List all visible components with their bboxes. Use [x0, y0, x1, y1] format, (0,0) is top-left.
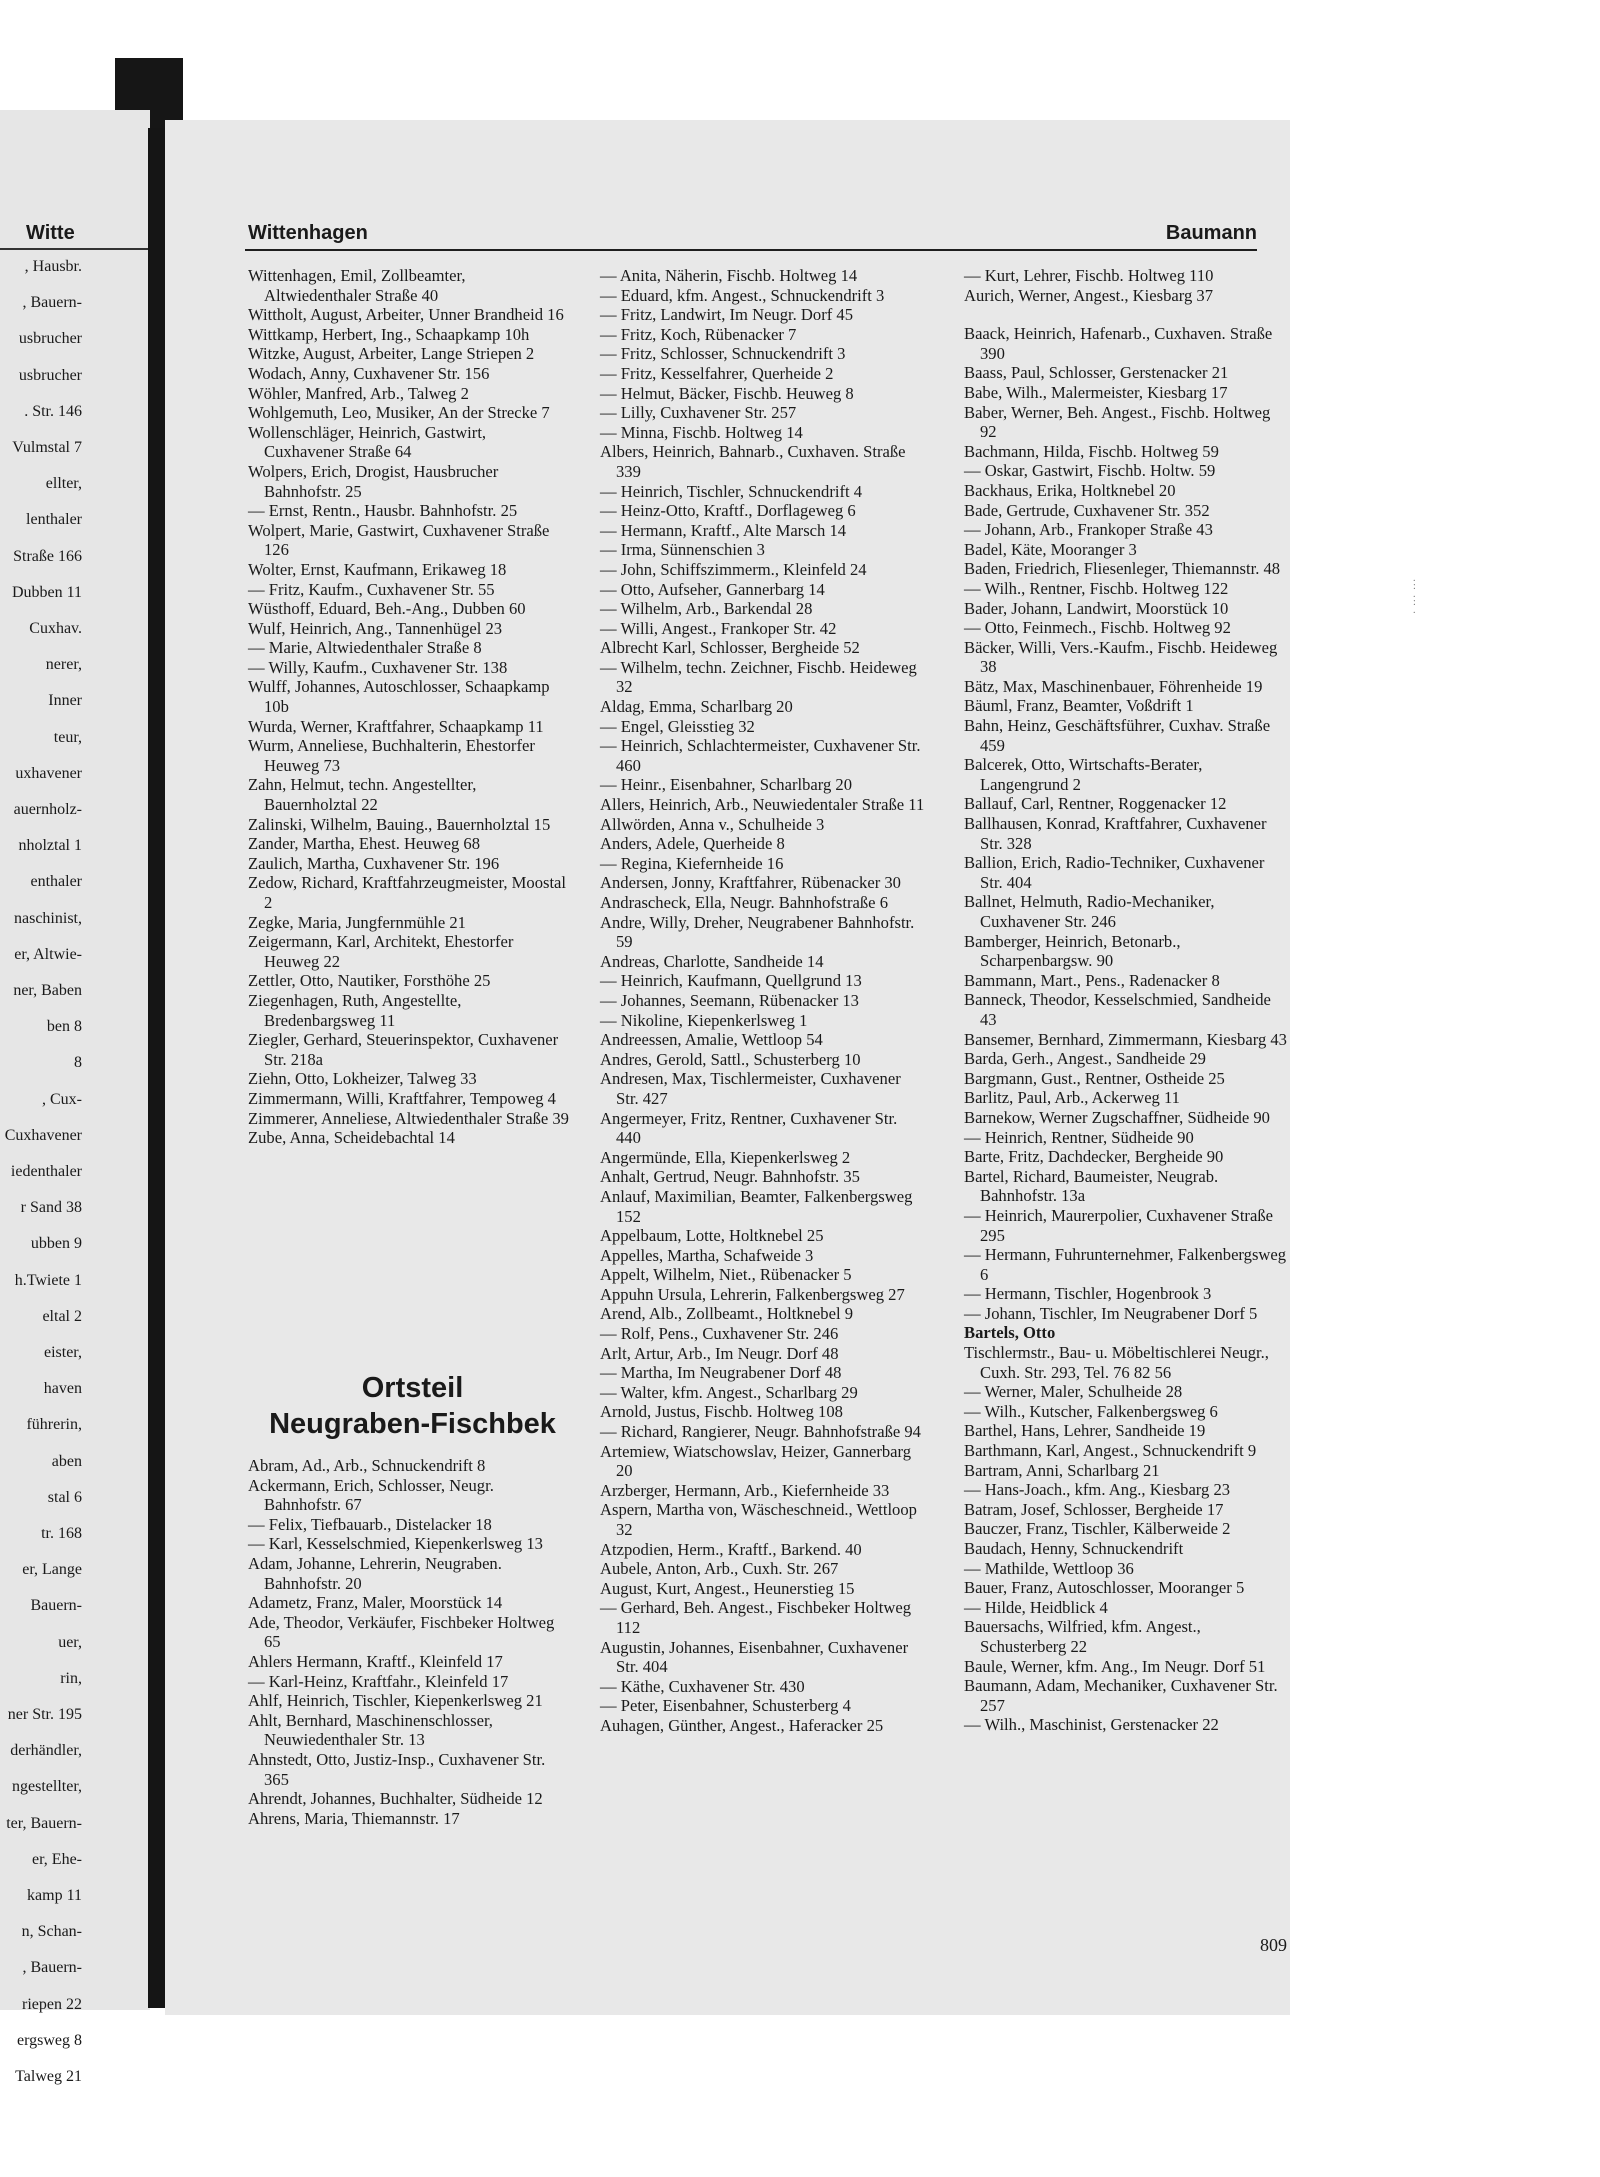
directory-entry: Zahn, Helmut, techn. Angestellter, Bauernholztal 22 [248, 775, 477, 815]
previous-page-header: Witte [26, 222, 75, 244]
directory-entry: Wulff, Johannes, Autoschlosser, Schaapkamp 10b [248, 677, 550, 717]
directory-entry: — John, Schiffszimmerm., Kleinfeld 24 [600, 559, 867, 579]
directory-entry: — Heinrich, Schlachtermeister, Cuxhavener Str. 460 [600, 736, 921, 775]
directory-entry: Barte, Fritz, Dachdecker, Bergheide 90 [964, 1147, 1224, 1167]
directory-entry: Appelt, Wilhelm, Niet., Rübenacker 5 [600, 1265, 852, 1285]
directory-entry: Atzpodien, Herm., Kraftf., Barkend. 40 [600, 1539, 862, 1559]
directory-entry: Ballion, Erich, Radio-Techniker, Cuxhavener Str. 404 [964, 853, 1265, 892]
previous-page-line: er, Ehe- [32, 1850, 82, 1868]
previous-page-line: nerer, [45, 656, 82, 674]
directory-entry: — Fritz, Landwirt, Im Neugr. Dorf 45 [600, 305, 854, 325]
previous-page-line: Cuxhav. [29, 620, 82, 637]
directory-entry: — Eduard, kfm. Angest., Schnuckendrift 3 [600, 285, 885, 305]
previous-page-line: eister, [43, 1344, 82, 1361]
directory-entry: Zimmerer, Anneliese, Altwiedenthaler Straße 39 [248, 1108, 569, 1128]
directory-entry: Wurm, Anneliese, Buchhalterin, Ehestorfer Heuweg 73 [248, 736, 535, 775]
previous-page-line: Bauern- [30, 1597, 82, 1615]
directory-entry: Baass, Paul, Schlosser, Gerstenacker 21 [964, 363, 1229, 383]
directory-entry: Angermünde, Ella, Kiepenkerlsweg 2 [600, 1147, 851, 1167]
directory-entry: — Heinr., Eisenbahner, Scharlbarg 20 [600, 775, 853, 795]
directory-entry: Ahlt, Bernhard, Maschinenschlosser, Neuwiedenthaler Str. 13 [248, 1710, 493, 1750]
directory-entry: Appuhn Ursula, Lehrerin, Falkenbergsweg 27 [600, 1284, 905, 1304]
previous-page-line: usbrucher [18, 366, 82, 384]
directory-entry: — Wilhelm, techn. Zeichner, Fischb. Heideweg 32 [600, 657, 917, 697]
previous-page-line: auernholz- [13, 801, 82, 818]
section-heading [255, 1370, 570, 1442]
directory-entry: — Hermann, Tischler, Hogenbrook 3 [964, 1284, 1212, 1304]
directory-entry: — Willi, Angest., Frankoper Str. 42 [600, 618, 837, 638]
directory-entry: Allwörden, Anna v., Schulheide 3 [600, 814, 825, 834]
directory-entry: — Helmut, Bäcker, Fischb. Heuweg 8 [600, 383, 854, 403]
directory-entry: — Wilhelm, Arb., Barkendal 28 [600, 599, 813, 619]
directory-entry: — Marie, Altwiedenthaler Straße 8 [248, 638, 482, 658]
directory-entry: Bansemer, Bernhard, Zimmermann, Kiesbarg 43 [964, 1029, 1287, 1049]
directory-entry: Ballhausen, Konrad, Kraftfahrer, Cuxhavener Str. 328 [964, 814, 1267, 853]
directory-entry: Albrecht Karl, Schlosser, Bergheide 52 [600, 638, 860, 658]
directory-entry: Wodach, Anny, Cuxhavener Str. 156 [248, 363, 490, 383]
previous-page-line: usbrucher [18, 330, 82, 348]
directory-entry: Arnold, Justus, Fischb. Holtweg 108 [600, 1402, 843, 1422]
directory-entry: — Mathilde, Wettloop 36 [964, 1558, 1134, 1578]
directory-entry: Ahlers Hermann, Kraftf., Kleinfeld 17 [248, 1651, 503, 1671]
directory-entry: Baudach, Henny, Schnuckendrift [964, 1539, 1184, 1558]
page-number: 809 [1260, 1935, 1287, 1955]
directory-entry: — Karl, Kesselschmied, Kiepenkerlsweg 13 [248, 1534, 543, 1554]
previous-page-line: kamp 11 [27, 1887, 82, 1904]
directory-entry: Barda, Gerh., Angest., Sandheide 29 [964, 1049, 1206, 1069]
previous-page-line: er, Lange [22, 1561, 82, 1579]
directory-entry: Bachmann, Hilda, Fischb. Holtweg 59 [964, 441, 1219, 461]
previous-page-rule [0, 248, 150, 250]
directory-entry: Adam, Johanne, Lehrerin, Neugraben. Bahnhofstr. 20 [248, 1553, 502, 1593]
directory-entry: Baule, Werner, kfm. Ang., Im Neugr. Dorf 51 [964, 1656, 1266, 1676]
directory-entry: — Fritz, Kesselfahrer, Querheide 2 [600, 363, 834, 383]
directory-entry: — Martha, Im Neugrabener Dorf 48 [600, 1363, 842, 1383]
directory-entry: — Anita, Näherin, Fischb. Holtweg 14 [600, 266, 858, 285]
previous-page-line: stal 6 [47, 1488, 82, 1506]
entry-gap [964, 305, 1289, 324]
header-rule [245, 249, 1257, 251]
directory-entry: Ahrens, Maria, Thiemannstr. 17 [248, 1808, 460, 1828]
directory-entry: Balcerek, Otto, Wirtschafts-Berater, Langengrund 2 [964, 755, 1203, 794]
previous-page-line: Talweg 21 [15, 2068, 82, 2085]
previous-page-line: tr. 168 [41, 1525, 82, 1542]
directory-entry: Zegke, Maria, Jungfernmühle 21 [248, 912, 466, 932]
directory-entry: — Willy, Kaufm., Cuxhavener Str. 138 [248, 657, 508, 677]
previous-page-line: ben 8 [46, 1018, 82, 1036]
directory-entry: — Werner, Maler, Schulheide 28 [964, 1382, 1183, 1402]
directory-entry: Ziegler, Gerhard, Steuerinspektor, Cuxhavener Str. 218a [248, 1030, 559, 1069]
previous-page-line: n, Schan- [21, 1923, 82, 1941]
directory-entry: Zedow, Richard, Kraftfahrzeugmeister, Moostal 2 [248, 873, 567, 912]
directory-entry: Arend, Alb., Zollbeamt., Holtknebel 9 [600, 1304, 854, 1324]
directory-entry: Angermeyer, Fritz, Rentner, Cuxhavener Str. 440 [600, 1108, 898, 1148]
directory-entry: — Heinrich, Kaufmann, Quellgrund 13 [600, 971, 862, 991]
directory-entry: — Peter, Eisenbahner, Schusterberg 4 [600, 1696, 851, 1716]
directory-entry: Adametz, Franz, Maler, Moorstück 14 [248, 1593, 503, 1613]
directory-entry: Aubele, Anton, Arb., Cuxh. Str. 267 [600, 1559, 839, 1579]
book-binding [148, 128, 166, 2008]
previous-page-line: , Bauern- [22, 294, 82, 312]
directory-entry: Bartram, Anni, Scharlbarg 21 [964, 1460, 1160, 1480]
directory-entry: Witzke, August, Arbeiter, Lange Striepen 2 [248, 344, 535, 364]
previous-page-line: riepen 22 [22, 1995, 82, 2013]
directory-entry: — Nikoline, Kiepenkerlsweg 1 [600, 1010, 808, 1030]
previous-page-line: , Bauern- [22, 1959, 82, 1977]
previous-page-line: iedenthaler [10, 1163, 82, 1180]
directory-entry: Bahn, Heinz, Geschäftsführer, Cuxhav. Straße 459 [964, 716, 1271, 755]
previous-page-line: eltal 2 [42, 1307, 82, 1325]
directory-entry: Wurda, Werner, Kraftfahrer, Schaapkamp 11 [248, 716, 544, 736]
directory-entry: — Otto, Feinmech., Fischb. Holtweg 92 [964, 618, 1231, 638]
section-heading-line-1: Ortsteil [361, 1372, 464, 1404]
directory-entry: — Richard, Rangierer, Neugr. Bahnhofstraße 94 [600, 1422, 921, 1442]
previous-page-line: 8 [74, 1054, 82, 1072]
previous-page-line: lenthaler [26, 511, 82, 529]
directory-entry: — Walter, kfm. Angest., Scharlbarg 29 [600, 1382, 858, 1402]
directory-entry: Zube, Anna, Scheidebachtal 14 [248, 1128, 455, 1148]
directory-entry: Bauer, Franz, Autoschlosser, Mooranger 5 [964, 1578, 1245, 1598]
directory-entry: Appelbaum, Lotte, Holtknebel 25 [600, 1226, 824, 1246]
directory-entry: Bäcker, Willi, Vers.-Kaufm., Fischb. Heideweg 38 [964, 637, 1278, 677]
directory-entry: Wittholt, August, Arbeiter, Unner Brandheid 16 [248, 305, 564, 325]
directory-entry: — Wilh., Maschinist, Gerstenacker 22 [964, 1715, 1219, 1735]
directory-entry: Arzberger, Hermann, Arb., Kiefernheide 33 [600, 1480, 890, 1500]
directory-entry: — Engel, Gleisstieg 32 [600, 716, 755, 736]
previous-page-line: haven [43, 1380, 82, 1398]
directory-entry: Babe, Wilh., Malermeister, Kiesbarg 17 [964, 382, 1228, 402]
previous-page-line: uxhavener [15, 764, 82, 782]
directory-entry: Backhaus, Erika, Holtknebel 20 [964, 480, 1176, 500]
directory-entry: Zalinski, Wilhelm, Bauing., Bauernholztal 15 [248, 814, 551, 834]
directory-entry: Bartel, Richard, Baumeister, Neugrab. Bahnhofstr. 13a [964, 1166, 1219, 1206]
directory-entry: — Johann, Tischler, Im Neugrabener Dorf 5 [964, 1303, 1258, 1323]
directory-entry: — Fritz, Schlosser, Schnuckendrift 3 [600, 344, 846, 364]
directory-entry: Anders, Adele, Querheide 8 [600, 834, 785, 854]
directory-entry: Batram, Josef, Schlosser, Bergheide 17 [964, 1499, 1224, 1519]
directory-entry: — Johann, Arb., Frankoper Straße 43 [964, 520, 1213, 540]
directory-entry: Wüsthoff, Eduard, Beh.-Ang., Dubben 60 [248, 599, 526, 619]
previous-page-line: ter, Bauern- [6, 1814, 82, 1832]
edge-smudge: . : . : . [1413, 573, 1416, 616]
directory-entry: — Minna, Fischb. Holtweg 14 [600, 422, 803, 442]
previous-page-line: nholztal 1 [18, 837, 82, 855]
previous-page-line: , Hausbr. [24, 258, 82, 275]
directory-entry: Arlt, Artur, Arb., Im Neugr. Dorf 48 [600, 1343, 839, 1363]
previous-page-line: ubben 9 [30, 1235, 82, 1253]
previous-page-line: rin, [60, 1669, 82, 1687]
directory-entry: — Ernst, Rentn., Hausbr. Bahnhofstr. 25 [248, 501, 518, 521]
previous-page-line: ellter, [45, 475, 82, 493]
directory-entry: Zeigermann, Karl, Architekt, Ehestorfer Heuweg 22 [248, 932, 514, 971]
directory-entry: — Oskar, Gastwirt, Fischb. Holtw. 59 [964, 461, 1216, 481]
directory-entry: Auhagen, Günther, Angest., Haferacker 25 [600, 1715, 884, 1735]
column-1-section-entries [248, 1456, 570, 1828]
directory-entry: — Hermann, Fuhrunternehmer, Falkenbergsweg 6 [964, 1245, 1287, 1284]
directory-entry: Baden, Friedrich, Fliesenleger, Thiemannstr. 48 [964, 559, 1281, 579]
directory-entry: August, Kurt, Angest., Heunerstieg 15 [600, 1578, 855, 1598]
directory-entry: Ahrendt, Johannes, Buchhalter, Südheide 12 [248, 1789, 543, 1809]
section-heading-line-2: Neugraben-Fischbek [269, 1408, 556, 1440]
directory-entry: Ballnet, Helmuth, Radio-Mechaniker, Cuxhavener Str. 246 [964, 892, 1215, 931]
directory-entry: Bammann, Mart., Pens., Radenacker 8 [964, 970, 1220, 990]
running-head-right: Baumann [1165, 222, 1257, 244]
directory-entry: Ahnstedt, Otto, Justiz-Insp., Cuxhavener Str. 365 [248, 1749, 546, 1789]
directory-entry: Banneck, Theodor, Kesselschmied, Sandheide 43 [964, 990, 1271, 1029]
directory-entry: Ade, Theodor, Verkäufer, Fischbeker Holtweg 65 [248, 1612, 555, 1652]
directory-entry: Aldag, Emma, Scharlbarg 20 [600, 697, 793, 717]
directory-entry: Tischlermstr., Bau- u. Möbeltischlerei Neugr., Cuxh. Str. 293, Tel. 76 82 56 [964, 1343, 1269, 1382]
directory-entry: Appelles, Martha, Schafweide 3 [600, 1245, 814, 1265]
directory-entry: Barthmann, Karl, Angest., Schnuckendrift 9 [964, 1441, 1257, 1461]
directory-entry: — Karl-Heinz, Kraftfahr., Kleinfeld 17 [248, 1671, 509, 1691]
directory-entry: Ballauf, Carl, Rentner, Roggenacker 12 [964, 794, 1227, 814]
column-2 [600, 266, 925, 1736]
previous-page-fragment [0, 110, 150, 2085]
directory-entry: Wulf, Heinrich, Ang., Tannenhügel 23 [248, 618, 503, 638]
directory-entry: Andreessen, Amalie, Wettloop 54 [600, 1030, 823, 1050]
running-head-left: Wittenhagen [248, 222, 368, 244]
directory-entry: Bade, Gertrude, Cuxhavener Str. 352 [964, 500, 1210, 520]
directory-entry: Wittkamp, Herbert, Ing., Schaapkamp 10h [248, 324, 530, 344]
directory-entry: — Wilh., Rentner, Fischb. Holtweg 122 [964, 578, 1229, 598]
directory-entry: — Felix, Tiefbauarb., Distelacker 18 [248, 1514, 492, 1534]
directory-entry: Wohlgemuth, Leo, Musiker, An der Strecke 7 [248, 403, 550, 423]
previous-page-line: Inner [48, 692, 82, 710]
directory-entry: Barlitz, Paul, Arb., Ackerweg 11 [964, 1088, 1180, 1108]
directory-entry: Bargmann, Gust., Rentner, Ostheide 25 [964, 1068, 1225, 1088]
previous-page-line: er, Altwie- [14, 945, 82, 963]
previous-page-line: Straße 166 [13, 547, 82, 565]
previous-page-line: h.Twiete 1 [14, 1271, 82, 1289]
directory-entry: Wolter, Ernst, Kaufmann, Erikaweg 18 [248, 559, 507, 579]
directory-entry: Augustin, Johannes, Eisenbahner, Cuxhavener Str. 404 [600, 1637, 909, 1677]
previous-page-line: Vulmstal 7 [12, 439, 82, 456]
directory-entry: Bauczer, Franz, Tischler, Kälberweide 2 [964, 1519, 1231, 1539]
directory-entry: Wittenhagen, Emil, Zollbeamter, Altwiedenthaler Straße 40 [248, 266, 466, 305]
directory-entry: Wollenschläger, Heinrich, Gastwirt, Cuxhavener Straße 64 [248, 422, 487, 462]
previous-page-line: ergsweg 8 [16, 2031, 82, 2049]
previous-page-line: r Sand 38 [20, 1199, 82, 1217]
directory-entry: Baber, Werner, Beh. Angest., Fischb. Holtweg 92 [964, 402, 1271, 442]
directory-entry: — Heinrich, Rentner, Südheide 90 [964, 1127, 1194, 1147]
directory-entry: Ziegenhagen, Ruth, Angestellte, Bredenbargsweg 11 [248, 990, 462, 1030]
directory-entry: — Heinrich, Maurerpolier, Cuxhavener Straße 295 [964, 1205, 1273, 1245]
directory-entry: Andre, Willy, Dreher, Neugrabener Bahnhofstr. 59 [600, 912, 915, 952]
directory-entry: Baumann, Adam, Mechaniker, Cuxhavener Str. 257 [964, 1676, 1278, 1715]
previous-page-line: enthaler [30, 873, 82, 891]
directory-entry: Aspern, Martha von, Wäscheschneid., Wettloop 32 [600, 1500, 917, 1539]
previous-page-line: ngestellter, [12, 1778, 82, 1796]
directory-entry: Wöhler, Manfred, Arb., Talweg 2 [248, 383, 469, 403]
directory-entry: Abram, Ad., Arb., Schnuckendrift 8 [248, 1456, 486, 1475]
directory-entry: Andresen, Max, Tischlermeister, Cuxhavener Str. 427 [600, 1069, 901, 1108]
previous-page-line: Cuxhavener [4, 1126, 82, 1144]
previous-page-line: naschinist, [14, 909, 82, 927]
directory-entry: Ziehn, Otto, Lokheizer, Talweg 33 [248, 1069, 477, 1089]
directory-entry: Ahlf, Heinrich, Tischler, Kiepenkerlsweg 21 [248, 1691, 543, 1711]
directory-entry: Artemiew, Wiatschowslav, Heizer, Gannerbarg 20 [600, 1441, 912, 1481]
previous-page-line: . Str. 146 [24, 402, 82, 420]
directory-entry: Barnekow, Werner Zugschaffner, Südheide 90 [964, 1107, 1270, 1127]
previous-page-line: aben [51, 1452, 82, 1470]
directory-entry: Wolpers, Erich, Drogist, Hausbrucher Bahnhofstr. 25 [248, 461, 499, 501]
directory-entry: — Heinrich, Tischler, Schnuckendrift 4 [600, 481, 863, 501]
previous-page-line: derhändler, [10, 1742, 82, 1760]
directory-entry: Aurich, Werner, Angest., Kiesbarg 37 [964, 285, 1214, 305]
previous-page-line: Dubben 11 [11, 583, 82, 601]
directory-entry: — Hilde, Heidblick 4 [964, 1597, 1108, 1617]
directory-entry: Zimmermann, Willi, Kraftfahrer, Tempoweg 4 [248, 1088, 556, 1108]
directory-entry: — Johannes, Seemann, Rübenacker 13 [600, 990, 859, 1010]
previous-page-line: , Cux- [42, 1090, 82, 1108]
directory-entry: Bauersachs, Wilfried, kfm. Angest., Schusterberg 22 [964, 1617, 1201, 1656]
directory-entry: Andersen, Jonny, Kraftfahrer, Rübenacker 30 [600, 873, 901, 893]
directory-entry: Barthel, Hans, Lehrer, Sandheide 19 [964, 1421, 1206, 1441]
previous-page-line: führerin, [26, 1416, 82, 1434]
directory-entry: Zander, Martha, Ehest. Heuweg 68 [248, 834, 481, 854]
directory-entry: Anhalt, Gertrud, Neugr. Bahnhofstr. 35 [600, 1167, 860, 1187]
directory-entry: — Fritz, Kaufm., Cuxhavener Str. 55 [248, 579, 495, 599]
directory-entry: Ackermann, Erich, Schlosser, Neugr. Bahnhofstr. 67 [248, 1475, 494, 1515]
directory-entry: — Irma, Sünnenschien 3 [600, 540, 765, 560]
previous-page-line: ner, Baben [13, 982, 82, 999]
directory-entry: — Wilh., Kutscher, Falkenbergsweg 6 [964, 1401, 1218, 1421]
directory-entry: — Kurt, Lehrer, Fischb. Holtweg 110 [964, 266, 1214, 285]
directory-entry: — Rolf, Pens., Cuxhavener Str. 246 [600, 1324, 839, 1344]
directory-entry: — Gerhard, Beh. Angest., Fischbeker Holtweg 112 [600, 1598, 912, 1637]
directory-entry: — Hermann, Kraftf., Alte Marsch 14 [600, 520, 847, 540]
directory-entry: — Fritz, Koch, Rübenacker 7 [600, 324, 797, 344]
column-3 [964, 266, 1289, 1735]
previous-page-line: uer, [58, 1633, 82, 1651]
directory-entry: Andres, Gerold, Sattl., Schusterberg 10 [600, 1049, 861, 1069]
directory-entry: Bader, Johann, Landwirt, Moorstück 10 [964, 598, 1229, 618]
directory-entry: — Lilly, Cuxhavener Str. 257 [600, 403, 797, 423]
directory-entry: Wolpert, Marie, Gastwirt, Cuxhavener Straße 126 [248, 520, 550, 560]
directory-entry: Anlauf, Maximilian, Beamter, Falkenbergsweg 152 [600, 1186, 913, 1226]
previous-page-line: teur, [53, 728, 82, 746]
directory-entry: — Regina, Kiefernheide 16 [600, 853, 784, 873]
directory-entry: Bartels, Otto [964, 1323, 1056, 1343]
previous-page-line: ner Str. 195 [7, 1706, 82, 1723]
directory-entry: — Hans-Joach., kfm. Ang., Kiesbarg 23 [964, 1480, 1231, 1500]
directory-entry: Andreas, Charlotte, Sandheide 14 [600, 951, 824, 971]
directory-entry: Bäuml, Franz, Beamter, Voßdrift 1 [964, 696, 1194, 716]
directory-entry: — Käthe, Cuxhavener Str. 430 [600, 1676, 805, 1696]
directory-entry: Bätz, Max, Maschinenbauer, Föhrenheide 19 [964, 676, 1263, 696]
column-1 [248, 266, 570, 1148]
directory-entry: Albers, Heinrich, Bahnarb., Cuxhaven. Straße 339 [600, 442, 906, 481]
directory-entry: — Otto, Aufseher, Gannerbarg 14 [600, 579, 825, 599]
directory-page [165, 120, 1290, 2015]
directory-entry: Badel, Käte, Mooranger 3 [964, 539, 1137, 559]
directory-entry: — Heinz-Otto, Kraftf., Dorflageweg 6 [600, 501, 856, 521]
directory-entry: Zaulich, Martha, Cuxhavener Str. 196 [248, 853, 500, 873]
directory-entry: Allers, Heinrich, Arb., Neuwiedentaler Straße 11 [600, 795, 925, 815]
directory-entry: Bamberger, Heinrich, Betonarb., Scharpenbargsw. 90 [964, 931, 1181, 971]
directory-entry: Andrascheck, Ella, Neugr. Bahnhofstraße 6 [600, 893, 888, 912]
directory-entry: Baack, Heinrich, Hafenarb., Cuxhaven. Straße 390 [964, 324, 1273, 363]
directory-entry: Zettler, Otto, Nautiker, Forsthöhe 25 [248, 971, 491, 991]
